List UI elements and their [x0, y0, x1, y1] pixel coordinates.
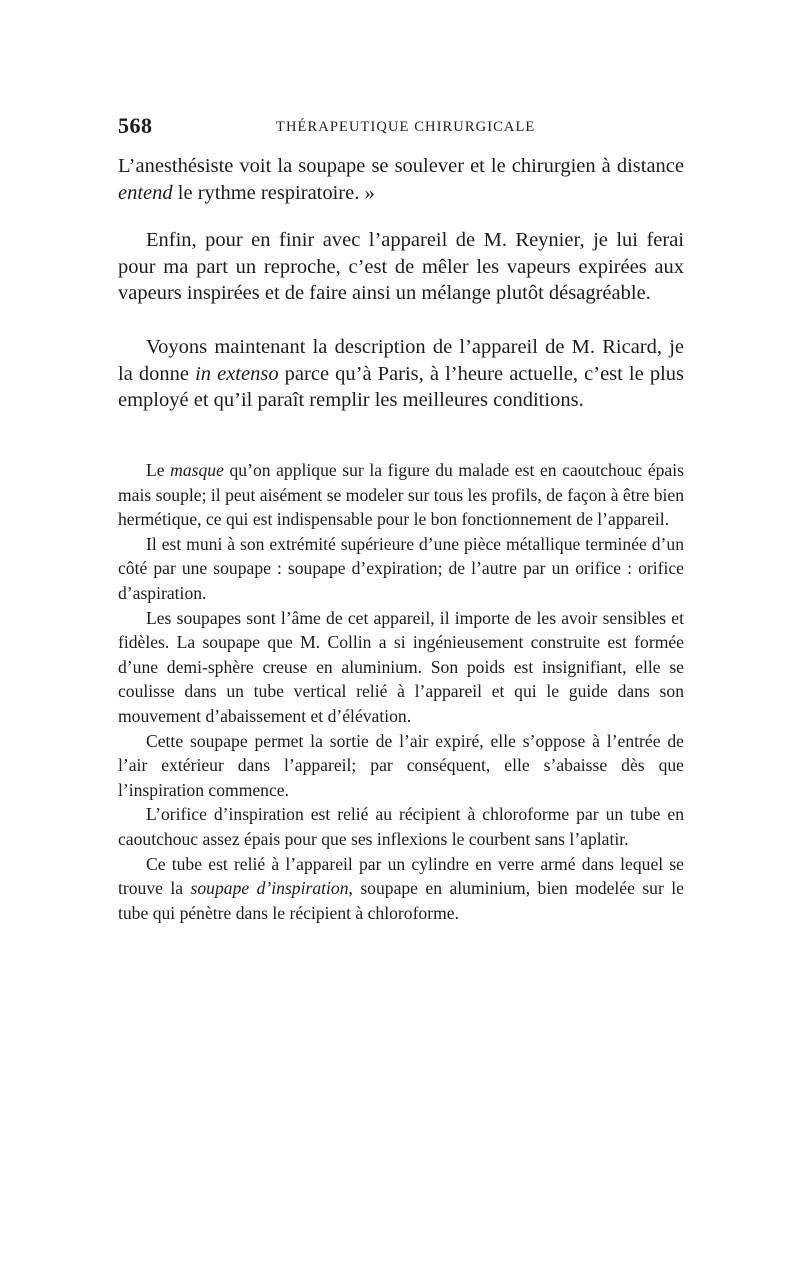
italic-term: masque	[170, 460, 224, 480]
paragraph-7: Cette soupape permet la sortie de l’air expiré, elle s’oppose à l’entrée de l’air extérieur dans l’appareil; par conséquent, elle s’abaisse dès que l’inspiration commence.	[118, 730, 684, 800]
page-number: 568	[118, 113, 153, 138]
paragraph-5: Il est muni à son extrémité supérieure d’une pièce métallique terminée d’un côté par une soupape : soupape d’expiration; de l’autre par un orifice : orifice d’aspiration.	[118, 533, 684, 603]
paragraph-1: L’anesthésiste voit la soupape se soulever et le chirurgien à distance entend le rythme respiratoire. »	[118, 155, 684, 204]
paragraph-reynier	[118, 227, 684, 307]
italic-phrase: in extenso	[195, 362, 279, 385]
paragraph-3: Voyons maintenant la description de l’appareil de M. Ricard, je la donne in extenso parce qu’à Paris, à l’heure actuelle, c’est le plus employé et qu’il paraît remplir les meilleures conditions.	[118, 336, 684, 411]
paragraph-4: Le masque qu’on applique sur la figure du malade est en caoutchouc épais mais souple; il peut aisément se modeler sur tous les profils, de façon à être bien hermétique, ce qui est indispensable pour le bon fonctionnement de l’appareil.	[118, 460, 684, 530]
paragraph-6: Les soupapes sont l’âme de cet appareil, il importe de les avoir sensibles et fidèles. La soupape que M. Collin a si ingénieusement construite est formée d’une demi-sphère creuse en aluminium. Son poids est insignifiant, elle se coulisse dans un tube vertical relié à l’appareil et qui le guide dans son mouvement d’abaissement et d’élévation.	[118, 607, 684, 726]
paragraph-2: Enfin, pour en finir avec l’appareil de M. Reynier, je lui ferai pour ma part un reproche, c’est de mêler les vapeurs expirées aux vapeurs inspirées et de faire ainsi un mélange plutôt désagréable.	[118, 229, 684, 304]
description-block	[118, 458, 684, 925]
paragraph-ricard	[118, 334, 684, 414]
italic-term: soupape d’inspiration	[190, 878, 349, 899]
paragraph-9: Ce tube est relié à l’appareil par un cylindre en verre armé dans lequel se trouve la soupape d’inspiration, soupape en aluminium, bien modelée sur le tube qui pénètre dans le récipient à chloroforme.	[118, 853, 684, 923]
paragraph-8: L’orifice d’inspiration est relié au récipient à chloroforme par un tube en caoutchouc assez épais pour que ses inflexions le courbent sans l’aplatir.	[118, 804, 684, 849]
italic-word: entend	[118, 181, 173, 204]
running-title: THÉRAPEUTIQUE CHIRURGICALE	[276, 119, 536, 135]
page-header	[118, 113, 684, 143]
quote-ending	[118, 153, 684, 206]
